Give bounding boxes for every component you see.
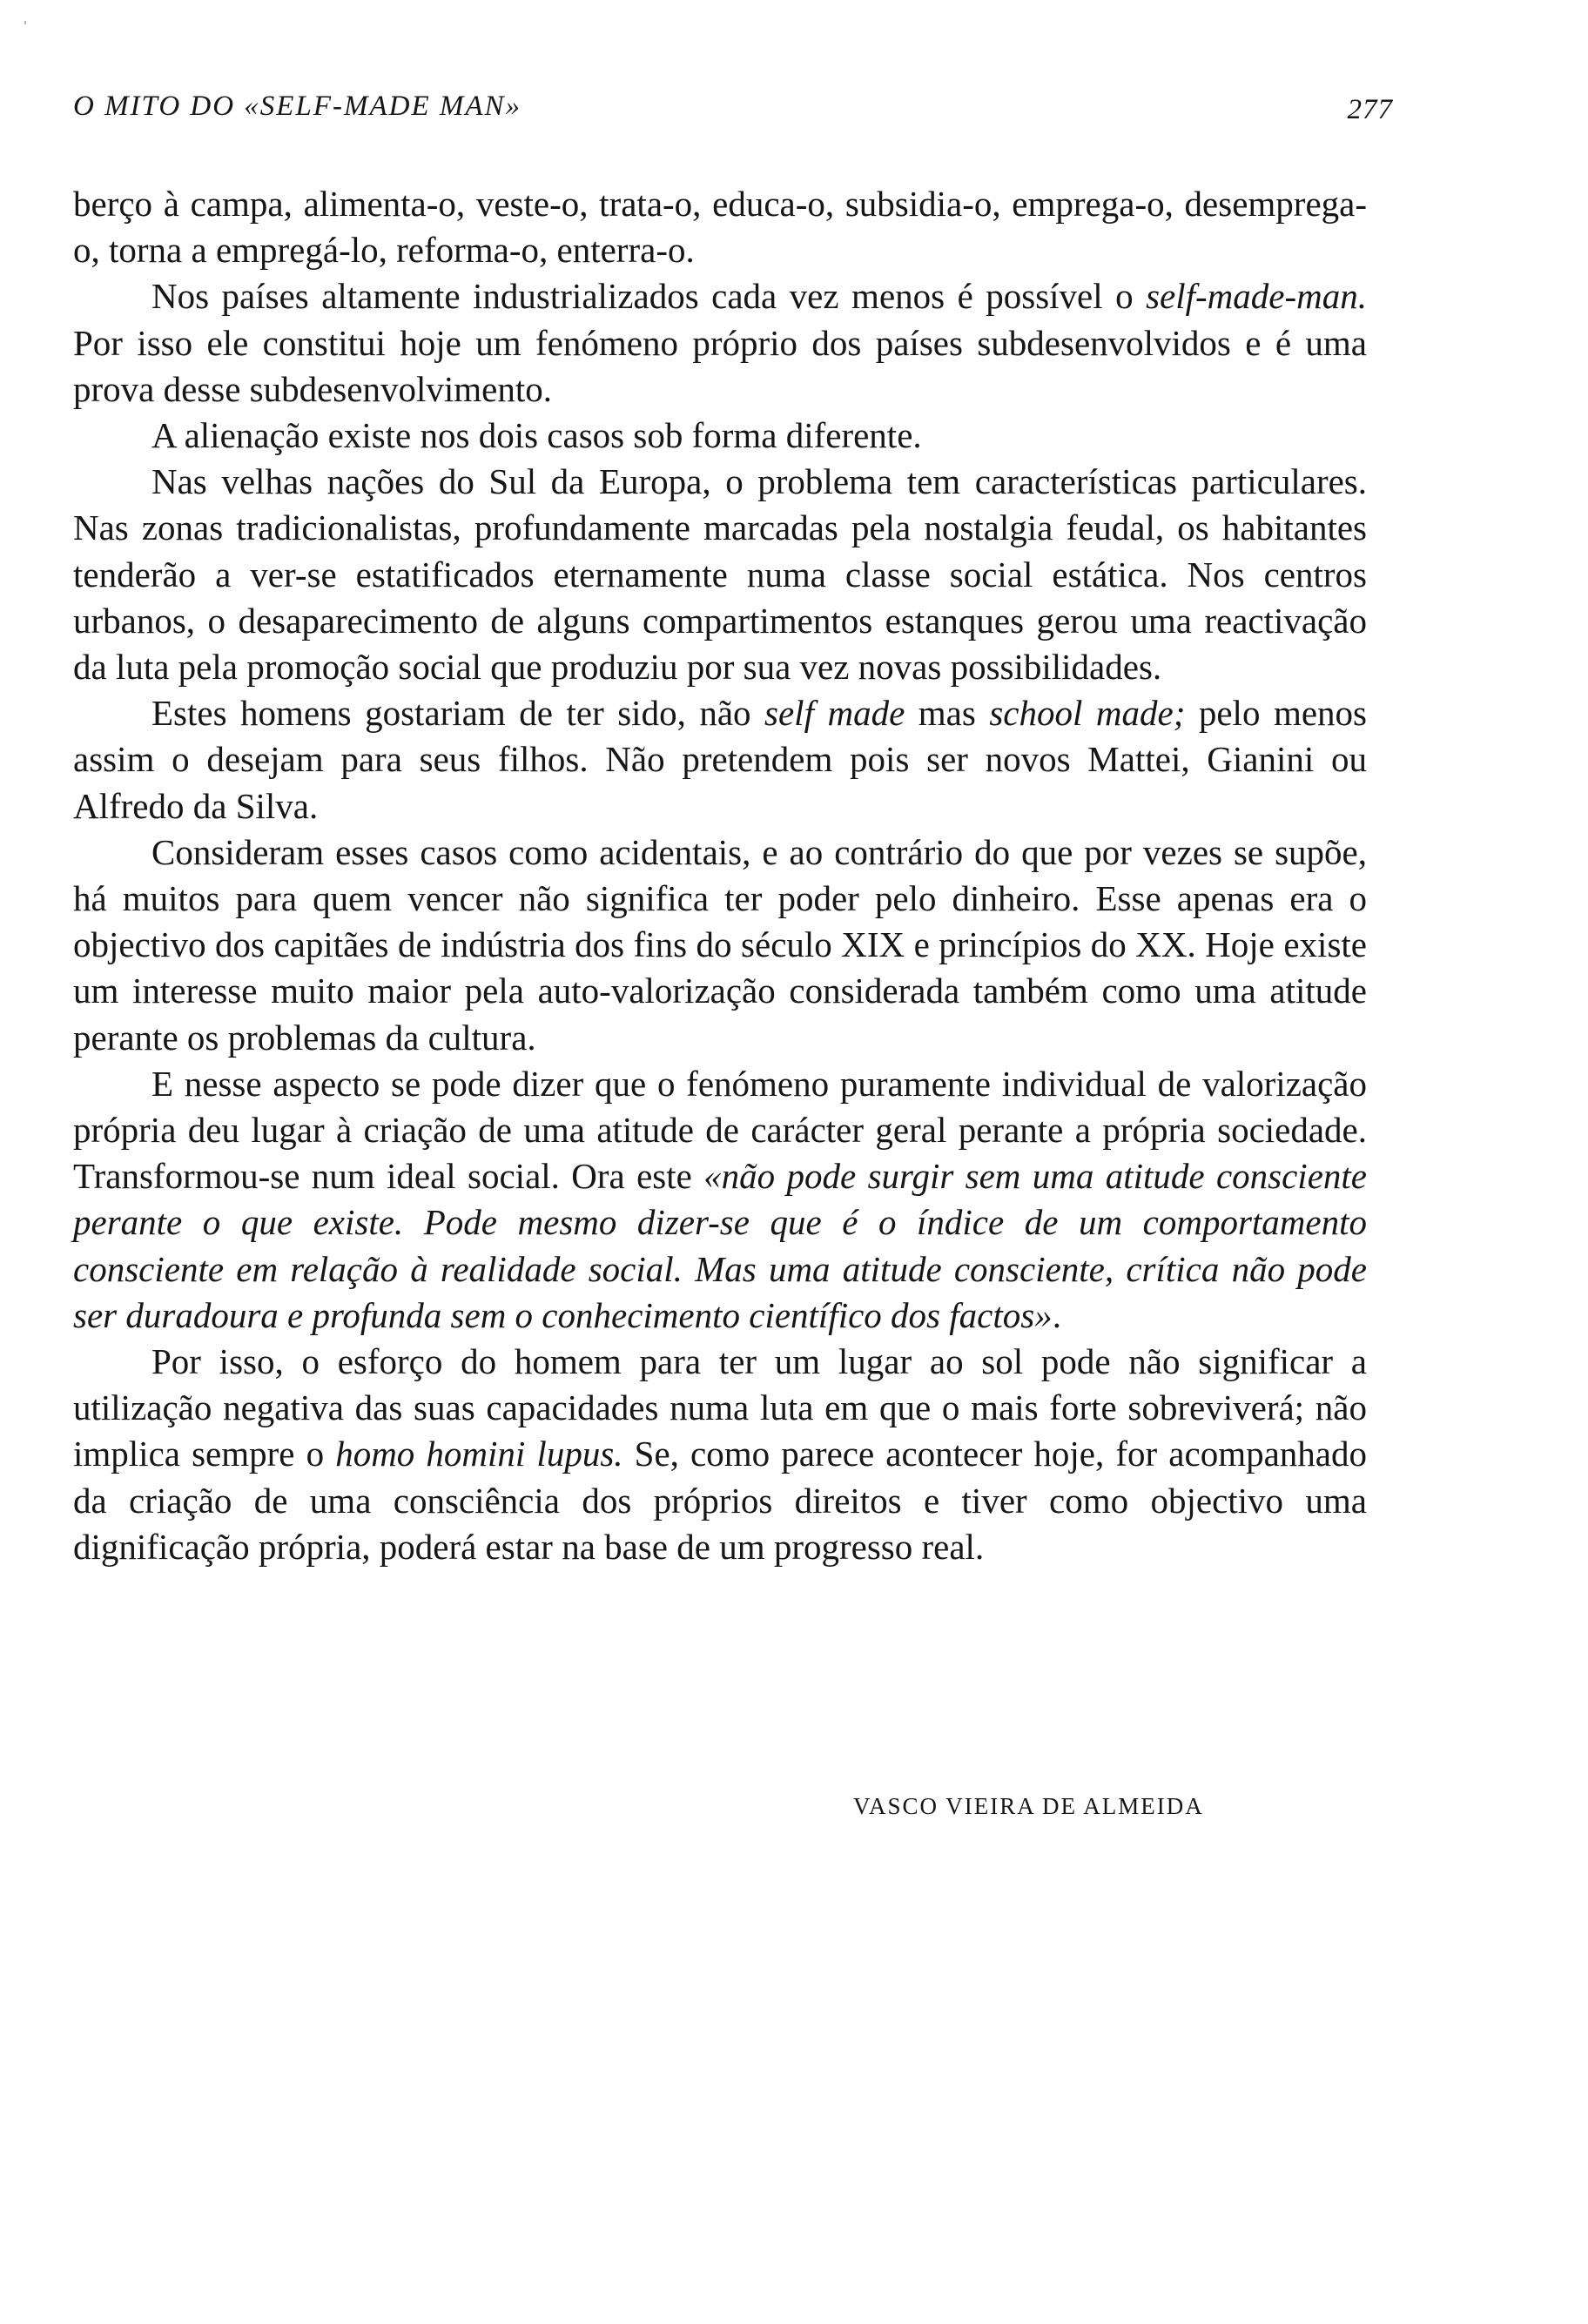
running-title: O MITO DO «SELF-MADE MAN»	[73, 91, 522, 122]
italic-quote-segment: «não pode surgir sem uma atitude consciente perante o que existe. Pode mesmo dizer-se que é o índice de um comportamento consciente em relação à realidade social. Mas uma atitude consciente, crítica não pode ser duradoura e profunda sem o conhecimento científico dos factos»	[73, 1156, 1367, 1335]
text-segment: E nesse aspecto se pode dizer que o fenómeno puramente individual de valorização própria deu lugar à criação de uma atitude de carácter geral perante a própria sociedade. Transformou-se num ideal social. Ora este	[73, 1063, 1367, 1197]
running-header	[73, 91, 1393, 131]
text-segment: Nas velhas nações do Sul da Europa, o problema tem características particulares. Nas zonas tradicionalistas, profundamente marcadas pela nostalgia feudal, os habitantes tenderão a ver-se estatificados eternamente numa classe social estática. Nos centros urbanos, o desaparecimento de alguns compartimentos estanques gerou uma reactivação da luta pela promoção social que produziu por sua vez novas possibilidades.	[73, 461, 1367, 688]
italic-segment: school made;	[989, 693, 1186, 734]
text-segment: A alienação existe nos dois casos sob forma diferente.	[151, 415, 922, 456]
italic-segment: self-made-man.	[1146, 276, 1367, 317]
text-segment: .	[1052, 1294, 1061, 1335]
text-segment: Nos países altamente industrializados cada vez menos é possível o	[151, 276, 1147, 317]
text-segment: Por isso, o esforço do homem para ter um lugar ao sol pode não significar a utilização negativa das suas capacidades numa luta em que o mais forte sobreviverá; não implica sempre o	[73, 1341, 1367, 1474]
text-segment: Se, como parece acontecer hoje, for acompanhado da criação de uma consciência dos próprios direitos e tiver como objectivo uma dignificação própria, poderá estar na base de um progresso real.	[73, 1434, 1367, 1567]
page-number: 277	[1347, 94, 1393, 125]
paragraph-4	[73, 459, 1367, 690]
text-segment: Por isso ele constitui hoje um fenómeno próprio dos países subdesenvolvidos e é uma prova desse subdesenvolvimento.	[73, 322, 1367, 409]
paragraph-8	[73, 1339, 1367, 1570]
author-signature: VASCO VIEIRA DE ALMEIDA	[853, 1793, 1204, 1819]
paragraph-5	[73, 690, 1367, 830]
paragraph-7	[73, 1061, 1367, 1339]
paragraph-2	[73, 273, 1367, 413]
text-segment: berço à campa, alimenta-o, veste-o, trata-o, educa-o, subsidia-o, emprega-o, desemprega-o, torna a empregá-lo, reforma-o, enterra-o.	[73, 184, 1367, 271]
article-body	[73, 181, 1367, 1570]
italic-segment: self made	[764, 693, 905, 734]
paragraph-1	[73, 181, 1367, 273]
text-segment: pelo menos assim o desejam para seus filhos. Não pretendem pois ser novos Mattei, Gianini ou Alfredo da Silva.	[73, 693, 1367, 826]
text-segment: Consideram esses casos como acidentais, e ao contrário do que por vezes se supõe, há muitos para quem vencer não significa ter poder pelo dinheiro. Esse apenas era o objectivo dos capitães de indústria dos fins do século XIX e princípios do XX. Hoje existe um interesse muito maior pela auto-valorização considerada também como uma atitude perante os problemas da cultura.	[73, 831, 1367, 1058]
paragraph-6	[73, 830, 1367, 1061]
scan-speck	[24, 21, 26, 24]
text-segment: mas	[905, 693, 990, 734]
paragraph-3	[73, 413, 1367, 459]
italic-segment: homo homini lupus.	[335, 1434, 623, 1474]
text-segment: Estes homens gostariam de ter sido, não	[151, 693, 765, 734]
